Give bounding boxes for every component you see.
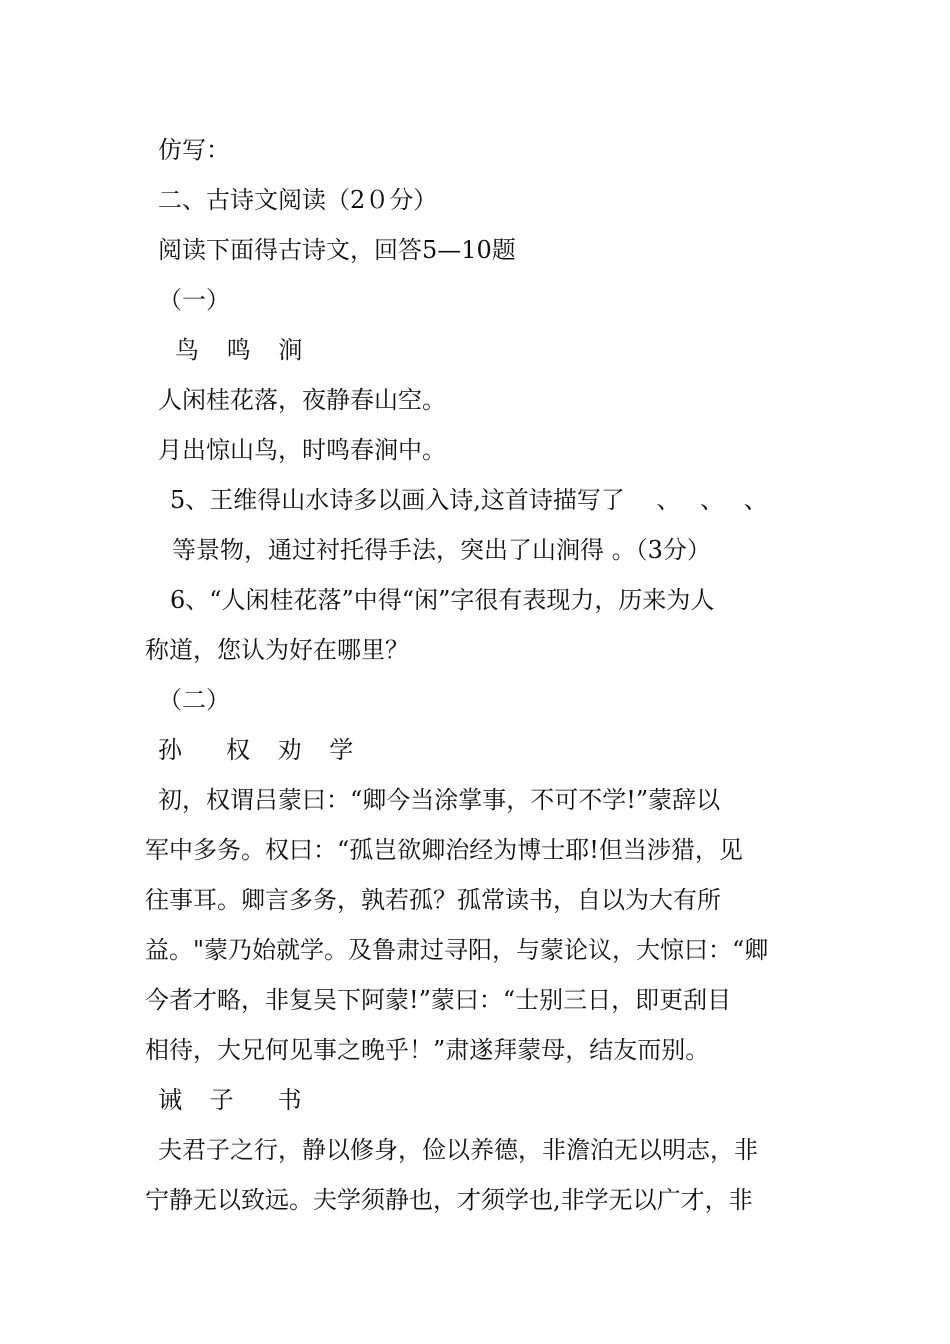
passage-1-line-3: 往事耳。卿言多务，孰若孤？孤常读书，自以为大有所: [145, 886, 721, 914]
passage-1-line-1: 初，权谓吕蒙曰：“卿今当涂掌事，不可不学!”蒙辞以: [158, 786, 721, 814]
passage-2-line-1: 夫君子之行，静以修身，俭以养德，非澹泊无以明志，非: [158, 1136, 758, 1164]
passage-title-sun-quan: 孙 权 劝 学: [158, 736, 364, 764]
section-heading-classical: 二、古诗文阅读（2０分）: [158, 186, 438, 214]
passage-2-line-2: 宁静无以致远。夫学须静也，才须学也,非学无以广才，非: [145, 1186, 753, 1214]
question-5-line-2: 等景物，通过衬托得手法，突出了山涧得 。（3分）: [172, 536, 711, 564]
passage-1-line-5: 今者才略，非复吴下阿蒙!”蒙曰：“士别三日，即更刮目: [145, 986, 732, 1014]
prompt-imitate: 仿写：: [158, 136, 230, 164]
part-two-label: （二）: [158, 686, 230, 714]
poem-line-1: 人闲桂花落，夜静春山空。: [158, 386, 446, 414]
poem-line-2: 月出惊山鸟，时鸣春涧中。: [158, 436, 446, 464]
reading-instruction: 阅读下面得古诗文，回答5—10题: [158, 236, 516, 264]
part-one-label: （一）: [158, 286, 230, 314]
passage-1-line-2: 军中多务。权曰：“孤岂欲卿治经为博士耶!但当涉猎，见: [145, 836, 743, 864]
question-5-line-1: 5、王维得山水诗多以画入诗,这首诗描写了 、 、 、: [170, 486, 768, 514]
passage-1-line-6: 相待，大兄何见事之晚乎！”肃遂拜蒙母，结友而别。: [145, 1036, 710, 1064]
question-6-line-2: 称道，您认为好在哪里？: [145, 636, 409, 664]
poem-title: 鸟 鸣 涧: [175, 336, 313, 364]
question-6-line-1: 6、“人闲桂花落”中得“闲”字很有表现力，历来为人: [170, 586, 715, 614]
passage-title-jiezi: 诫 子 书: [158, 1086, 312, 1114]
passage-1-line-4: 益。"蒙乃始就学。及鲁肃过寻阳，与蒙论议，大惊曰：“卿: [145, 936, 769, 964]
